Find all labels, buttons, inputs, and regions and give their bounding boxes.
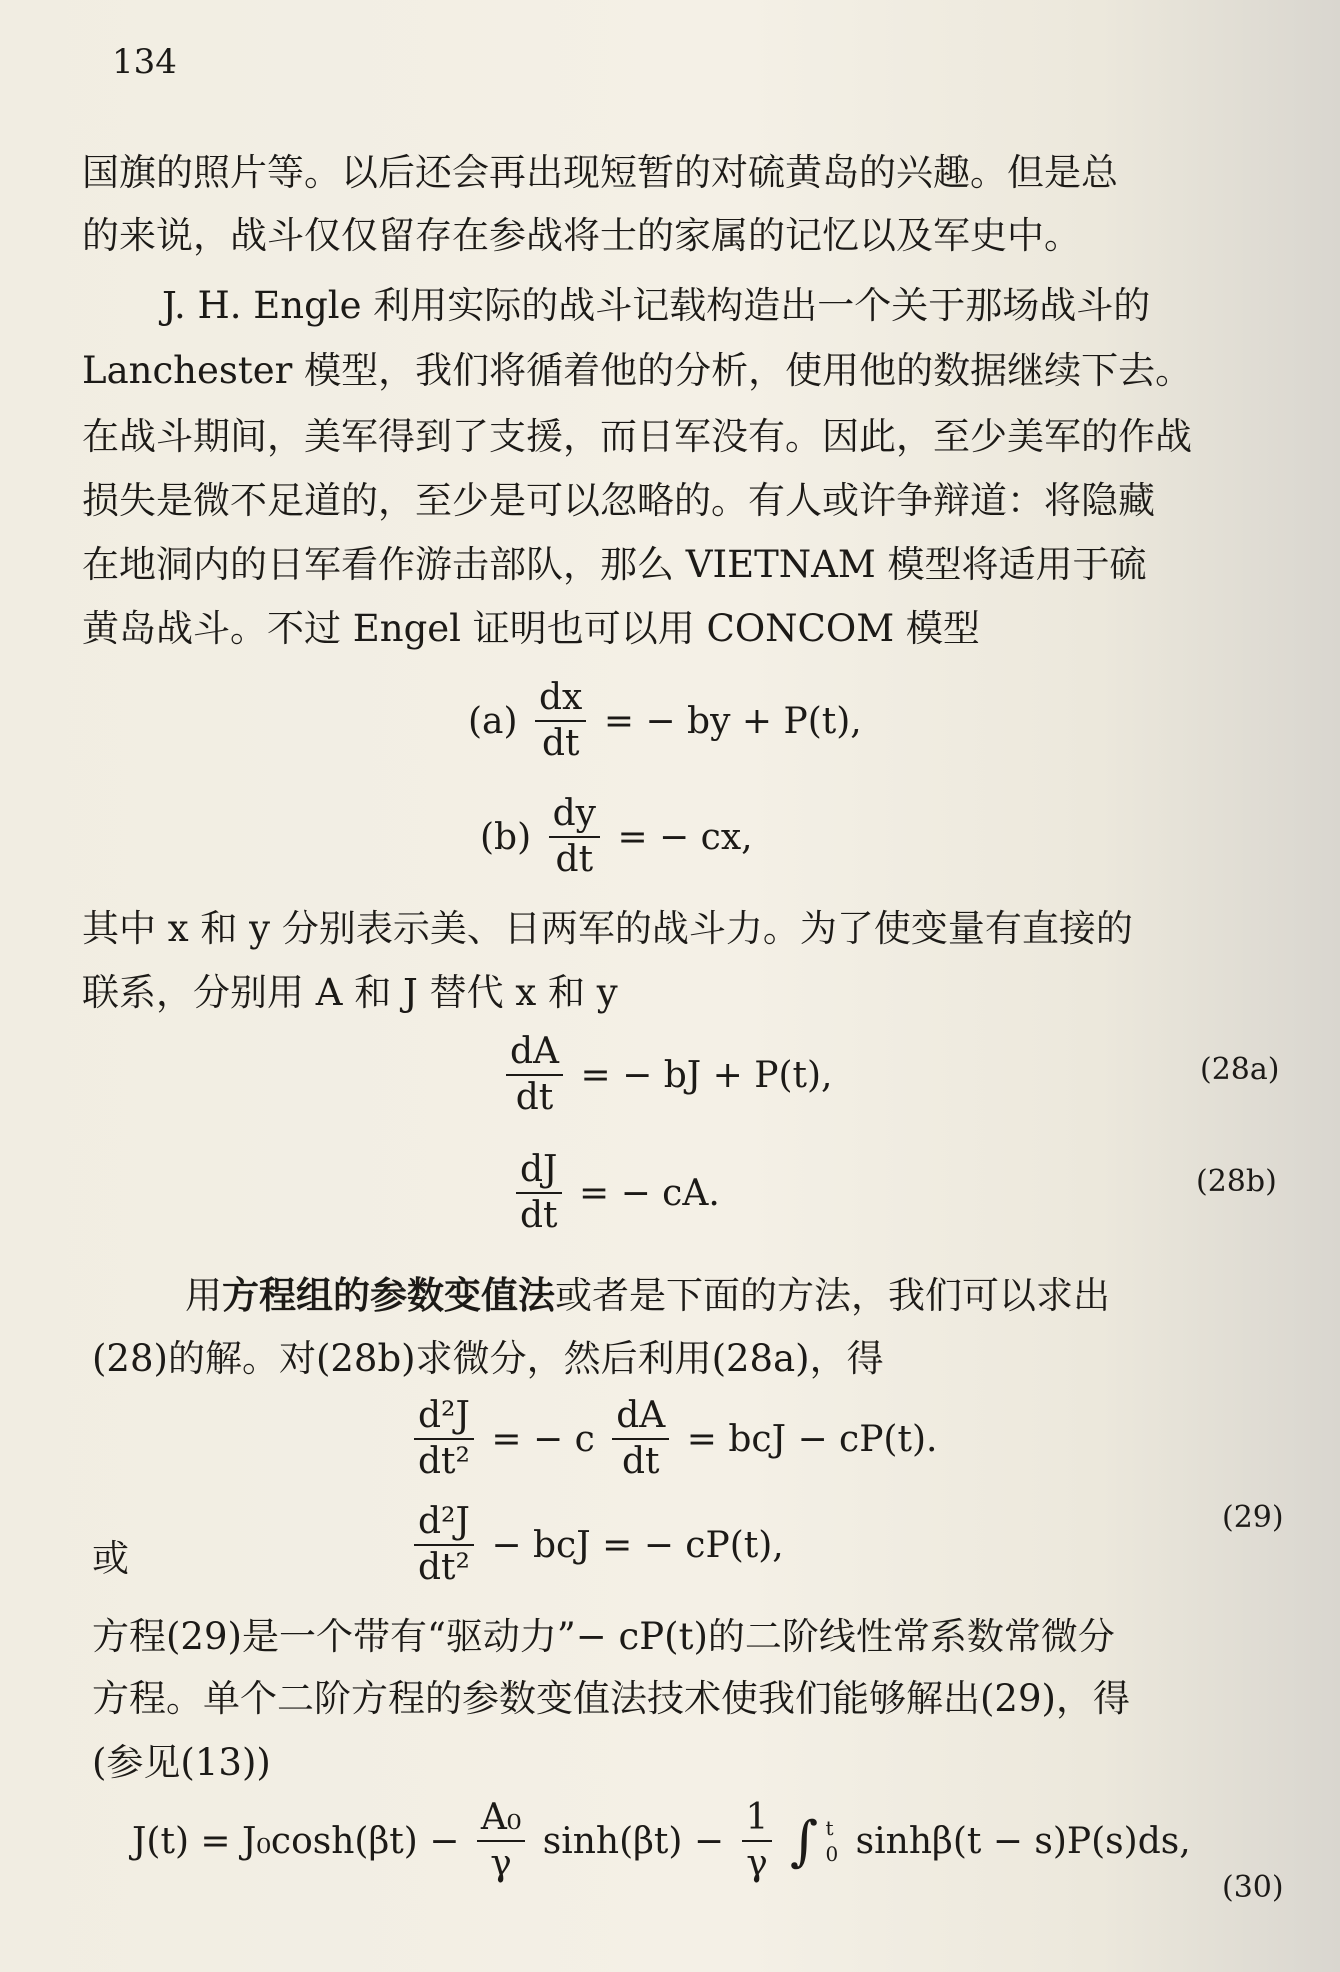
equation-28b-fraction	[516, 1148, 562, 1238]
equation-a-den: dt	[541, 723, 580, 764]
text-line-12: (28)的解。对(28b)求微分，然后利用(28a)，得	[92, 1337, 884, 1380]
equation-28b	[510, 1148, 720, 1238]
equation-a-fraction	[535, 676, 586, 766]
equation-29-fraction	[414, 1500, 474, 1590]
equation-28b-tag: (28b)	[1196, 1164, 1277, 1199]
equation-29-rhs: − bcJ = − cP(t),	[491, 1524, 784, 1566]
equation-30	[132, 1796, 1191, 1886]
equation-30-tag: (30)	[1222, 1870, 1284, 1905]
equation-b-den: dt	[555, 839, 594, 880]
text-line-2: 的来说，战斗仅仅留存在参战将士的家属的记忆以及军史中。	[82, 214, 1081, 257]
equation-b-rhs: = − cx,	[617, 816, 753, 858]
equation-d2j-rhs: = bcJ − cP(t).	[686, 1418, 938, 1460]
equation-28a-fraction	[506, 1030, 563, 1120]
equation-b-num: dy	[549, 792, 600, 838]
equation-30-frac2	[742, 1796, 773, 1886]
text-line-9: 其中 x 和 y 分别表示美、日两军的战斗力。为了使变量有直接的	[82, 907, 1133, 950]
equation-d2j-frac1	[414, 1394, 474, 1484]
equation-29-tag: (29)	[1222, 1500, 1284, 1535]
text-line-5: 在战斗期间，美军得到了支援，而日军没有。因此，至少美军的作战	[82, 415, 1192, 458]
integral-upper-limit: t	[825, 1816, 834, 1840]
text-line-10: 联系，分别用 A 和 J 替代 x 和 y	[82, 971, 618, 1014]
page-number: 134	[112, 42, 177, 82]
integral-limits	[825, 1815, 838, 1867]
integral-sign: ∫	[789, 1809, 819, 1873]
equation-d2j-num1: d²J	[414, 1394, 474, 1440]
text-line-11	[185, 1272, 1110, 1319]
equation-28a	[500, 1030, 832, 1120]
equation-d2j-mid: = − c	[491, 1418, 595, 1460]
equation-28b-num: dJ	[516, 1148, 562, 1194]
equation-29-num: d²J	[414, 1500, 474, 1546]
equation-28a-den: dt	[515, 1077, 554, 1118]
equation-30-frac1	[477, 1796, 525, 1886]
equation-29-den: dt²	[418, 1547, 470, 1588]
equation-30-den1: γ	[490, 1843, 512, 1884]
equation-a-label: (a)	[468, 700, 518, 742]
equation-30-rhs: sinhβ(t − s)P(s)ds,	[855, 1820, 1191, 1862]
equation-d2j-den1: dt²	[418, 1441, 470, 1482]
text-line-1: 国旗的照片等。以后还会再出现短暂的对硫黄岛的兴趣。但是总	[82, 151, 1118, 194]
text-line-8: 黄岛战斗。不过 Engel 证明也可以用 CONCOM 模型	[82, 607, 980, 650]
equation-30-num2: 1	[742, 1796, 773, 1842]
integral-lower-limit: 0	[825, 1842, 839, 1866]
text-line-3: J. H. Engle 利用实际的战斗记载构造出一个关于那场战斗的	[162, 284, 1151, 327]
equation-28a-tag: (28a)	[1200, 1052, 1280, 1087]
equation-28b-den: dt	[520, 1195, 558, 1236]
equation-30-num1: A₀	[477, 1796, 525, 1842]
equation-d2j-num2: dA	[612, 1394, 669, 1440]
text-line-6: 损失是微不足道的，至少是可以忽略的。有人或许争辩道：将隐藏	[82, 479, 1155, 522]
equation-d2j-den2: dt	[622, 1441, 660, 1482]
equation-28b-rhs: = − cA.	[578, 1172, 720, 1214]
equation-a-num: dx	[535, 676, 586, 722]
para3-bold-term: 方程组的参数变值法	[222, 1273, 555, 1317]
text-line-7: 在地洞内的日军看作游击部队，那么 VIETNAM 模型将适用于硫	[82, 543, 1147, 586]
text-line-15: (参见(13))	[92, 1741, 271, 1784]
text-line-14: 方程。单个二阶方程的参数变值法技术使我们能够解出(29)，得	[92, 1677, 1130, 1720]
equation-b-fraction	[549, 792, 600, 882]
equation-30-mid: sinh(βt) −	[542, 1820, 725, 1862]
equation-d2j	[408, 1394, 937, 1484]
text-line-4: Lanchester 模型，我们将循着他的分析，使用他的数据继续下去。	[82, 349, 1193, 392]
para3-pre: 用	[185, 1274, 222, 1317]
equation-28a-rhs: = − bJ + P(t),	[580, 1054, 833, 1096]
equation-b-label: (b)	[480, 816, 532, 858]
text-line-13: 方程(29)是一个带有“驱动力”− cP(t)的二阶线性常系数常微分	[92, 1615, 1115, 1658]
or-word: 或	[92, 1537, 129, 1580]
equation-a-rhs: = − by + P(t),	[603, 700, 862, 742]
equation-30-den2: γ	[746, 1843, 768, 1884]
equation-d2j-frac2	[612, 1394, 669, 1484]
equation-b	[480, 792, 753, 882]
equation-30-lhs: J(t) = J₀cosh(βt) −	[132, 1820, 460, 1862]
equation-a	[468, 676, 862, 766]
equation-29	[408, 1500, 784, 1590]
para3-post: 或者是下面的方法，我们可以求出	[555, 1274, 1110, 1317]
equation-28a-num: dA	[506, 1030, 563, 1076]
